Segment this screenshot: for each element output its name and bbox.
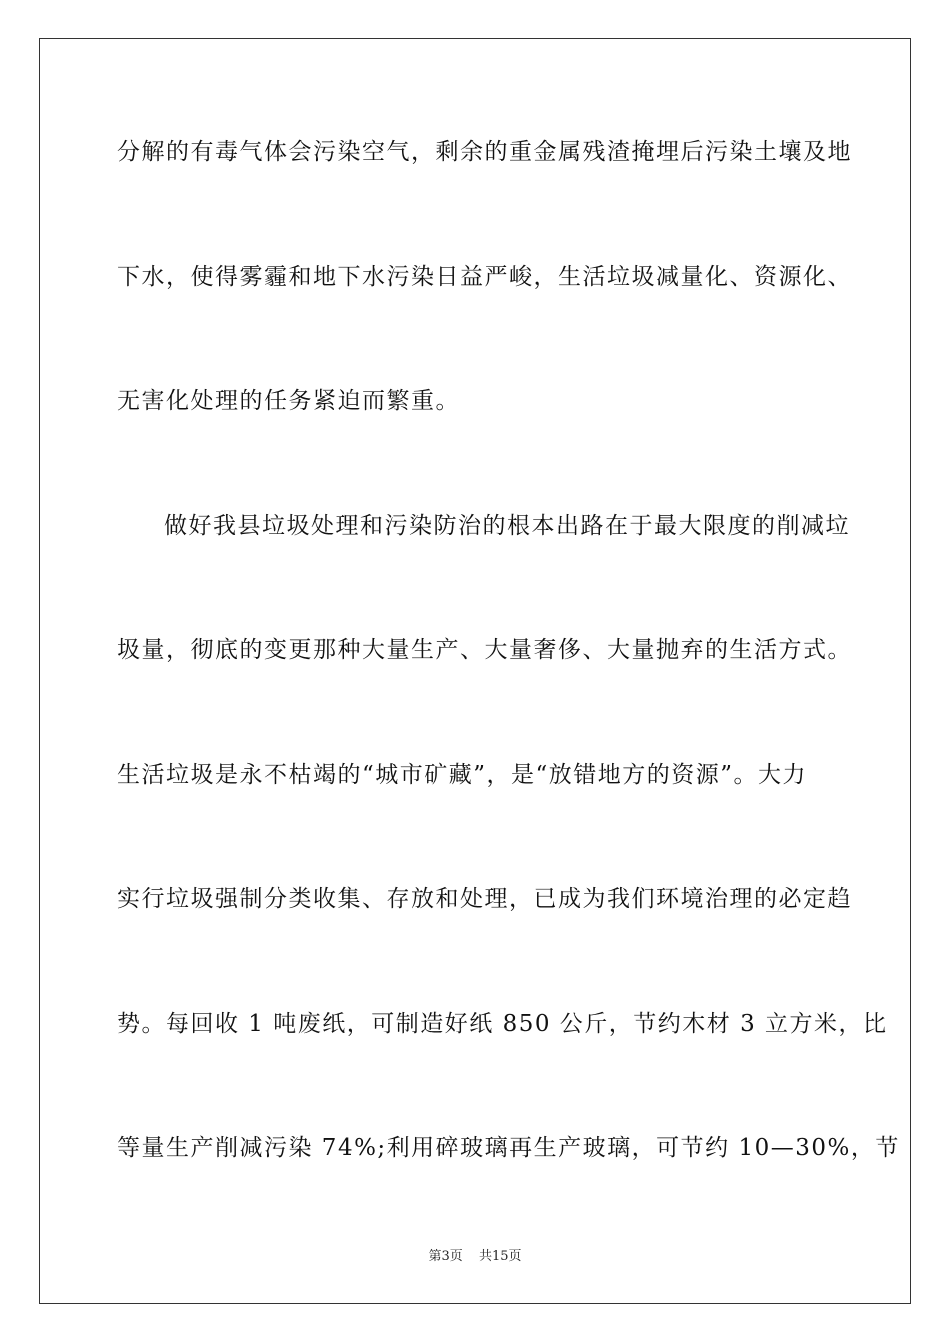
body-line-7: 实行垃圾强制分类收集、存放和处理，已成为我们环境治理的必定趋 bbox=[117, 886, 852, 912]
body-line-2: 下水，使得雾霾和地下水污染日益严峻，生活垃圾减量化、资源化、 bbox=[117, 264, 852, 290]
page-border bbox=[39, 38, 911, 1304]
body-line-3: 无害化处理的任务紧迫而繁重。 bbox=[117, 388, 460, 414]
body-line-6: 生活垃圾是永不枯竭的“城市矿藏”，是“放错地方的资源”。大力 bbox=[117, 762, 808, 788]
body-line-8: 势。每回收 1 吨废纸，可制造好纸 850 公斤，节约木材 3 立方米，比 bbox=[117, 1011, 888, 1037]
page-footer bbox=[0, 1248, 950, 1266]
total-pages: 共15页 bbox=[478, 1249, 522, 1264]
body-line-5: 圾量，彻底的变更那种大量生产、大量奢侈、大量抛弃的生活方式。 bbox=[117, 637, 852, 663]
body-line-4: 做好我县垃圾处理和污染防治的根本出路在于最大限度的削减垃 bbox=[164, 513, 850, 539]
body-line-9: 等量生产削减污染 74%;利用碎玻璃再生产玻璃，可节约 10—30%，节 bbox=[117, 1135, 900, 1161]
body-line-1: 分解的有毒气体会污染空气，剩余的重金属残渣掩埋后污染土壤及地 bbox=[117, 139, 852, 165]
page-number: 第3页 bbox=[428, 1249, 463, 1264]
